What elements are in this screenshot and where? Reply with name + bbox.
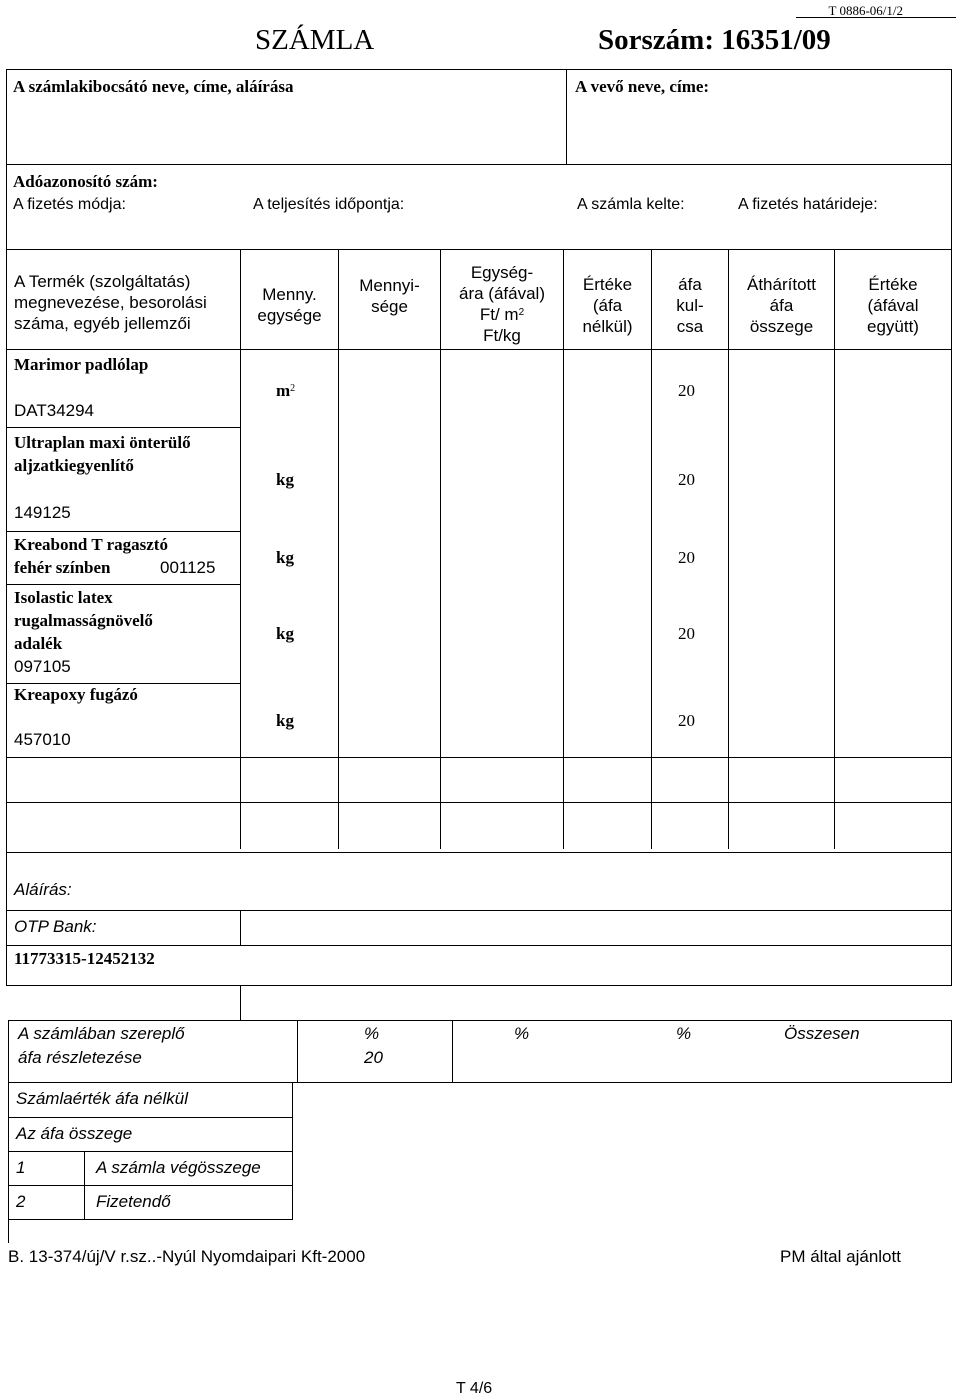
vat-pct-symbol: % [676, 1024, 692, 1043]
item-code: 457010 [14, 730, 71, 749]
col-sep-passed [728, 249, 729, 849]
col-header-gross-value [835, 274, 951, 337]
printer-imprint: B. 13-374/új/V r.sz..-Nyúl Nyomdaipari Kft-2000 [8, 1247, 366, 1266]
bank-row-bottom [6, 945, 952, 946]
summary-col-1 [297, 1020, 298, 1082]
frame-top [6, 69, 952, 70]
col-header-unit-price [441, 262, 563, 346]
item-name: Marimor padlólap [14, 355, 149, 374]
bank-account: 11773315-12452132 [14, 949, 155, 968]
page-label: T 4/6 [456, 1380, 493, 1397]
vat-total-label: Összesen [784, 1024, 860, 1043]
grand-total-num: 1 [16, 1158, 26, 1177]
fulfillment-date-label: A teljesítés időpontja: [253, 196, 405, 213]
frame-left [6, 69, 7, 985]
col-header-net-value [564, 274, 651, 337]
item-name-line: Isolastic latex [14, 588, 113, 607]
bank-label: OTP Bank: [14, 917, 97, 936]
item-vat-rate: 20 [678, 711, 695, 730]
col-header-rate-line: kul- [676, 296, 704, 315]
row-sep-1 [6, 427, 241, 428]
item-name: Kreapoxy fugázó [14, 685, 138, 704]
items-bottom [6, 757, 952, 758]
col-header-rate-line: áfa [678, 275, 702, 294]
col-sep-rate [651, 249, 652, 849]
parties-divider [566, 69, 567, 164]
col-header-quantity-line: Mennyi- [359, 276, 420, 295]
signature-label: Aláírás: [14, 880, 72, 899]
item-unit: kg [276, 548, 294, 567]
item-name-line: aljzatkiegyenlítő [14, 456, 134, 475]
price-unit-m: Ft/ m [479, 305, 519, 324]
item-unit: kg [276, 470, 294, 489]
col-header-unit-line: egysége [257, 306, 322, 325]
col-header-passed-vat [729, 274, 834, 337]
item-code: 097105 [14, 657, 71, 676]
meta-top [6, 164, 952, 165]
summary-left [8, 1020, 9, 1243]
item-unit [276, 381, 295, 401]
vat-summary-label-line: áfa részletezése [18, 1048, 142, 1067]
payment-method-label: A fizetés módja: [13, 196, 126, 213]
col-header-quantity-line: sége [371, 297, 408, 316]
vat-pct-symbol: % [364, 1024, 380, 1043]
col-header-gross-line: együtt) [867, 317, 919, 336]
item-name-line: rugalmasságnövelő [14, 611, 153, 630]
invoice-date-label: A számla kelte: [577, 196, 685, 213]
summary-col-2 [452, 1020, 453, 1082]
item-name-line: adalék [14, 634, 63, 653]
col-header-product-line: A Termék (szolgáltatás) [14, 272, 191, 291]
col-header-passed-line: Áthárított [747, 275, 816, 294]
col-header-net-line: (áfa [592, 296, 623, 315]
col-sep-gross [834, 249, 835, 849]
col-header-product-line: megnevezése, besorolási [14, 293, 207, 312]
issuer-label: A számlakibocsátó neve, címe, aláírása [13, 77, 294, 96]
item-name-line: Kreabond T ragasztó [14, 535, 168, 554]
col-header-price-line: ára (áfával) [459, 284, 545, 303]
item-name-line: Ultraplan maxi önterülő [14, 433, 191, 452]
sig-row-bottom [6, 910, 952, 911]
item-name-line: fehér színben [14, 558, 111, 577]
vat-amount-label: Az áfa összege [16, 1124, 133, 1143]
invoice-title: SZÁMLA [255, 24, 375, 56]
invoice-serial: Sorszám: 16351/09 [598, 24, 831, 56]
blank-row-1 [6, 802, 952, 803]
row-sep-2 [6, 531, 241, 532]
buyer-label: A vevő neve, címe: [575, 77, 710, 96]
payable-label: Fizetendő [96, 1192, 171, 1211]
table-top [6, 249, 952, 250]
lower-divider [240, 985, 241, 1020]
item-code: 001125 [160, 558, 216, 577]
item-unit-sup: 2 [290, 383, 296, 394]
recommended-by: PM által ajánlott [780, 1247, 901, 1266]
col-sep-qty [338, 249, 339, 849]
vat-summary-label-line: A számlában szereplő [18, 1024, 185, 1043]
summary-row-1 [8, 1082, 952, 1083]
price-unit-sup: 2 [518, 307, 525, 318]
frame-right [951, 69, 952, 985]
item-unit: kg [276, 624, 294, 643]
vat-rate-value: 20 [364, 1048, 383, 1067]
item-code: DAT34294 [14, 401, 95, 420]
summary-num-divider [84, 1151, 85, 1219]
col-header-price-line [441, 304, 563, 325]
item-code: 149125 [14, 503, 71, 522]
col-header-rate-line: csa [676, 317, 704, 336]
col-header-gross-line: Értéke [868, 275, 918, 294]
col-header-unit [241, 284, 338, 326]
col-header-price-line: Ft/kg [483, 326, 521, 345]
summary-right [951, 1020, 952, 1082]
form-code: T 0886-06/1/2 [828, 3, 903, 18]
col-header-passed-line: összege [749, 317, 814, 336]
row-sep-4 [6, 683, 241, 684]
col-sep-unit [240, 249, 241, 849]
item-unit: kg [276, 711, 294, 730]
col-header-vat-rate [652, 274, 728, 337]
col-header-quantity [339, 275, 440, 317]
summary-row-3 [8, 1151, 293, 1152]
col-header-net-line: Értéke [582, 275, 633, 294]
col-header-passed-line: áfa [769, 296, 794, 315]
col-sep-net [563, 249, 564, 849]
summary-label-right [292, 1082, 293, 1219]
row-sep-3 [6, 584, 241, 585]
bank-divider [240, 910, 241, 945]
due-date-label: A fizetés határideje: [738, 196, 878, 213]
summary-row-2 [8, 1117, 293, 1118]
summary-row-5 [8, 1219, 293, 1220]
summary-row-4 [8, 1185, 293, 1186]
vat-pct-symbol: % [514, 1024, 530, 1043]
header-bottom [6, 349, 952, 350]
col-header-unit-line: Menny. [262, 285, 317, 304]
item-vat-rate: 20 [678, 624, 695, 643]
tax-id-label: Adóazonosító szám: [13, 172, 158, 191]
col-header-product-line: száma, egyéb jellemzői [14, 314, 191, 333]
item-unit-text: m [276, 381, 291, 400]
col-header-product [14, 271, 238, 334]
item-vat-rate: 20 [678, 470, 695, 489]
net-value-label: Számlaérték áfa nélkül [16, 1089, 188, 1108]
blank-row-2 [6, 852, 952, 853]
col-header-net-line: nélkül) [582, 317, 633, 336]
col-header-gross-line: (áfával [867, 296, 919, 315]
form-code-rule [796, 17, 956, 18]
item-vat-rate: 20 [678, 548, 695, 567]
account-row-bottom [6, 985, 952, 986]
summary-top [8, 1020, 952, 1021]
item-vat-rate: 20 [678, 381, 695, 400]
payable-num: 2 [16, 1192, 26, 1211]
col-header-price-line: Egység- [470, 263, 534, 282]
grand-total-label: A számla végösszege [96, 1158, 261, 1177]
